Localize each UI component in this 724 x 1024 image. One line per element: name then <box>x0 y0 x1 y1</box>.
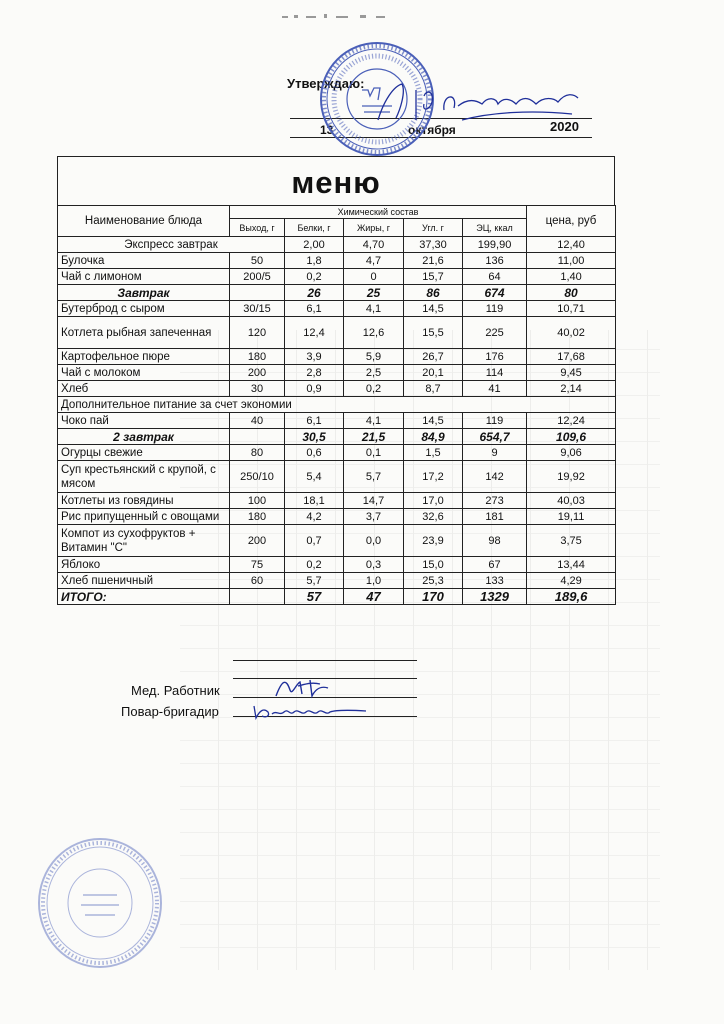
cell-yield: 30/15 <box>230 301 285 317</box>
cell-protein: 5,7 <box>285 573 344 589</box>
header-fat: Жиры, г <box>344 219 404 237</box>
director-signature <box>372 80 582 124</box>
cell-energy: 273 <box>463 493 527 509</box>
table-row <box>58 573 616 589</box>
dish-name: Котлеты из говядины <box>58 493 230 509</box>
table-row <box>58 461 616 493</box>
cell-carb: 14,5 <box>404 413 463 429</box>
dish-name: Чоко пай <box>58 413 230 429</box>
cell-price: 19,11 <box>527 509 616 525</box>
table-row <box>58 381 616 397</box>
header-name: Наименование блюда <box>58 206 230 237</box>
cell-carb: 17,0 <box>404 493 463 509</box>
signature-line <box>233 660 417 661</box>
cell-price: 109,6 <box>527 429 616 445</box>
menu-table-body <box>58 237 616 605</box>
cell-protein: 6,1 <box>285 301 344 317</box>
cell-protein: 3,9 <box>285 349 344 365</box>
cell-yield <box>230 285 285 301</box>
cell-protein: 26 <box>285 285 344 301</box>
table-row <box>58 301 616 317</box>
header-chem: Химический состав <box>230 206 527 219</box>
header-yield: Выход, г <box>230 219 285 237</box>
cell-carb: 15,5 <box>404 317 463 349</box>
cell-yield: 200 <box>230 365 285 381</box>
cell-energy: 181 <box>463 509 527 525</box>
menu-title: меню <box>291 165 381 200</box>
cell-energy: 1329 <box>463 589 527 605</box>
cell-carb: 170 <box>404 589 463 605</box>
cell-yield: 75 <box>230 557 285 573</box>
med-worker-label: Мед. Работник <box>131 683 220 698</box>
cell-carb: 15,0 <box>404 557 463 573</box>
dish-name: Булочка <box>58 253 230 269</box>
cell-carb: 8,7 <box>404 381 463 397</box>
cell-yield <box>230 429 285 445</box>
cell-carb: 15,7 <box>404 269 463 285</box>
table-row <box>58 269 616 285</box>
dish-name: Бутерброд с сыром <box>58 301 230 317</box>
cell-yield: 40 <box>230 413 285 429</box>
cell-protein: 0,2 <box>285 557 344 573</box>
cell-energy: 654,7 <box>463 429 527 445</box>
cell-fat: 0,2 <box>344 381 404 397</box>
header-price: цена, руб <box>527 206 616 237</box>
cell-fat: 0,0 <box>344 525 404 557</box>
dish-name: Чай с молоком <box>58 365 230 381</box>
dish-name: Котлета рыбная запеченная <box>58 317 230 349</box>
dish-name: Чай с лимоном <box>58 269 230 285</box>
table-total-row <box>58 429 616 445</box>
cell-carb: 26,7 <box>404 349 463 365</box>
menu-title-box <box>57 156 615 205</box>
show-through-stamp <box>35 835 165 970</box>
cell-price: 3,75 <box>527 525 616 557</box>
cell-protein: 0,6 <box>285 445 344 461</box>
cell-energy: 114 <box>463 365 527 381</box>
cell-price: 17,68 <box>527 349 616 365</box>
cell-energy: 225 <box>463 317 527 349</box>
cell-energy: 176 <box>463 349 527 365</box>
cell-fat: 2,5 <box>344 365 404 381</box>
cell-energy: 133 <box>463 573 527 589</box>
cell-energy: 64 <box>463 269 527 285</box>
cell-protein: 0,2 <box>285 269 344 285</box>
table-row <box>58 365 616 381</box>
table-header-row <box>58 206 616 219</box>
cell-carb: 23,9 <box>404 525 463 557</box>
cell-fat: 25 <box>344 285 404 301</box>
dish-name: 2 завтрак <box>58 429 230 445</box>
cell-price: 9,06 <box>527 445 616 461</box>
approval-year: 2020 <box>550 119 579 134</box>
cell-energy: 67 <box>463 557 527 573</box>
cell-price: 19,92 <box>527 461 616 493</box>
cell-yield: 80 <box>230 445 285 461</box>
cell-protein: 4,2 <box>285 509 344 525</box>
cell-protein: 6,1 <box>285 413 344 429</box>
cell-yield: 30 <box>230 381 285 397</box>
table-total-row <box>58 589 616 605</box>
cell-fat: 0,3 <box>344 557 404 573</box>
cell-carb: 32,6 <box>404 509 463 525</box>
cell-price: 12,40 <box>527 237 616 253</box>
cell-protein: 12,4 <box>285 317 344 349</box>
cell-fat: 47 <box>344 589 404 605</box>
cell-carb: 14,5 <box>404 301 463 317</box>
approval-label: Утверждаю: <box>287 76 365 91</box>
cell-protein: 0,7 <box>285 525 344 557</box>
dish-name: Хлеб пшеничный <box>58 573 230 589</box>
cell-price: 4,29 <box>527 573 616 589</box>
chef-signature <box>250 702 370 722</box>
cell-energy: 199,90 <box>463 237 527 253</box>
dish-name: Завтрак <box>58 285 230 301</box>
cell-fat: 0,1 <box>344 445 404 461</box>
dish-name: ИТОГО: <box>58 589 230 605</box>
cell-price: 189,6 <box>527 589 616 605</box>
cell-carb: 86 <box>404 285 463 301</box>
cell-protein: 2,00 <box>285 237 344 253</box>
cell-yield: 60 <box>230 573 285 589</box>
cell-protein: 1,8 <box>285 253 344 269</box>
cell-protein: 57 <box>285 589 344 605</box>
cell-price: 1,40 <box>527 269 616 285</box>
cell-carb: 84,9 <box>404 429 463 445</box>
cell-protein: 5,4 <box>285 461 344 493</box>
cell-energy: 41 <box>463 381 527 397</box>
med-worker-signature <box>272 676 332 700</box>
cell-price: 11,00 <box>527 253 616 269</box>
cell-fat: 12,6 <box>344 317 404 349</box>
cell-price: 10,71 <box>527 301 616 317</box>
cell-fat: 3,7 <box>344 509 404 525</box>
header-energy: ЭЦ, ккал <box>463 219 527 237</box>
table-row <box>58 557 616 573</box>
table-section-row <box>58 397 616 413</box>
cell-fat: 4,1 <box>344 301 404 317</box>
cell-energy: 674 <box>463 285 527 301</box>
cell-fat: 5,7 <box>344 461 404 493</box>
header-protein: Белки, г <box>285 219 344 237</box>
dish-name: Картофельное пюре <box>58 349 230 365</box>
cell-protein: 30,5 <box>285 429 344 445</box>
cell-energy: 98 <box>463 525 527 557</box>
table-row <box>58 493 616 509</box>
table-row <box>58 445 616 461</box>
menu-table <box>57 205 616 605</box>
cell-yield: 120 <box>230 317 285 349</box>
table-total-row <box>58 237 616 253</box>
cell-energy: 142 <box>463 461 527 493</box>
cell-price: 40,02 <box>527 317 616 349</box>
dish-name: Экспресс завтрак <box>58 237 285 253</box>
cell-yield: 100 <box>230 493 285 509</box>
cell-carb: 1,5 <box>404 445 463 461</box>
dish-name: Огурцы свежие <box>58 445 230 461</box>
cell-yield: 180 <box>230 349 285 365</box>
cell-carb: 17,2 <box>404 461 463 493</box>
cell-price: 40,03 <box>527 493 616 509</box>
cell-yield: 180 <box>230 509 285 525</box>
table-row <box>58 317 616 349</box>
table-row <box>58 349 616 365</box>
cell-energy: 9 <box>463 445 527 461</box>
cell-fat: 21,5 <box>344 429 404 445</box>
cell-carb: 20,1 <box>404 365 463 381</box>
cell-yield: 250/10 <box>230 461 285 493</box>
table-row <box>58 253 616 269</box>
cell-price: 80 <box>527 285 616 301</box>
cell-yield <box>230 589 285 605</box>
cell-carb: 25,3 <box>404 573 463 589</box>
table-row <box>58 509 616 525</box>
cell-protein: 0,9 <box>285 381 344 397</box>
cell-fat: 4,7 <box>344 253 404 269</box>
cell-yield: 200/5 <box>230 269 285 285</box>
dish-name: Хлеб <box>58 381 230 397</box>
dish-name: Яблоко <box>58 557 230 573</box>
dish-name: Компот из сухофруктов + Витамин "С" <box>58 525 230 557</box>
cell-fat: 0 <box>344 269 404 285</box>
cell-price: 9,45 <box>527 365 616 381</box>
cell-carb: 21,6 <box>404 253 463 269</box>
table-row <box>58 413 616 429</box>
cell-protein: 18,1 <box>285 493 344 509</box>
scan-artifact <box>280 10 400 22</box>
cell-energy: 119 <box>463 413 527 429</box>
cell-price: 2,14 <box>527 381 616 397</box>
dish-name: Рис припущенный с овощами <box>58 509 230 525</box>
dish-name: Дополнительное питание за счет экономии <box>58 397 616 413</box>
table-row <box>58 525 616 557</box>
cell-yield: 200 <box>230 525 285 557</box>
approval-month: октября <box>408 123 456 137</box>
cell-yield: 50 <box>230 253 285 269</box>
cell-fat: 14,7 <box>344 493 404 509</box>
cell-fat: 4,70 <box>344 237 404 253</box>
cell-protein: 2,8 <box>285 365 344 381</box>
header-carb: Угл. г <box>404 219 463 237</box>
cell-energy: 136 <box>463 253 527 269</box>
cell-price: 13,44 <box>527 557 616 573</box>
cell-fat: 1,0 <box>344 573 404 589</box>
dish-name: Суп крестьянский с крупой, с мясом <box>58 461 230 493</box>
cell-energy: 119 <box>463 301 527 317</box>
cell-price: 12,24 <box>527 413 616 429</box>
approval-day: 13 <box>320 123 334 137</box>
cell-carb: 37,30 <box>404 237 463 253</box>
cell-fat: 5,9 <box>344 349 404 365</box>
cell-fat: 4,1 <box>344 413 404 429</box>
table-total-row <box>58 285 616 301</box>
chef-label: Повар-бригадир <box>121 704 219 719</box>
